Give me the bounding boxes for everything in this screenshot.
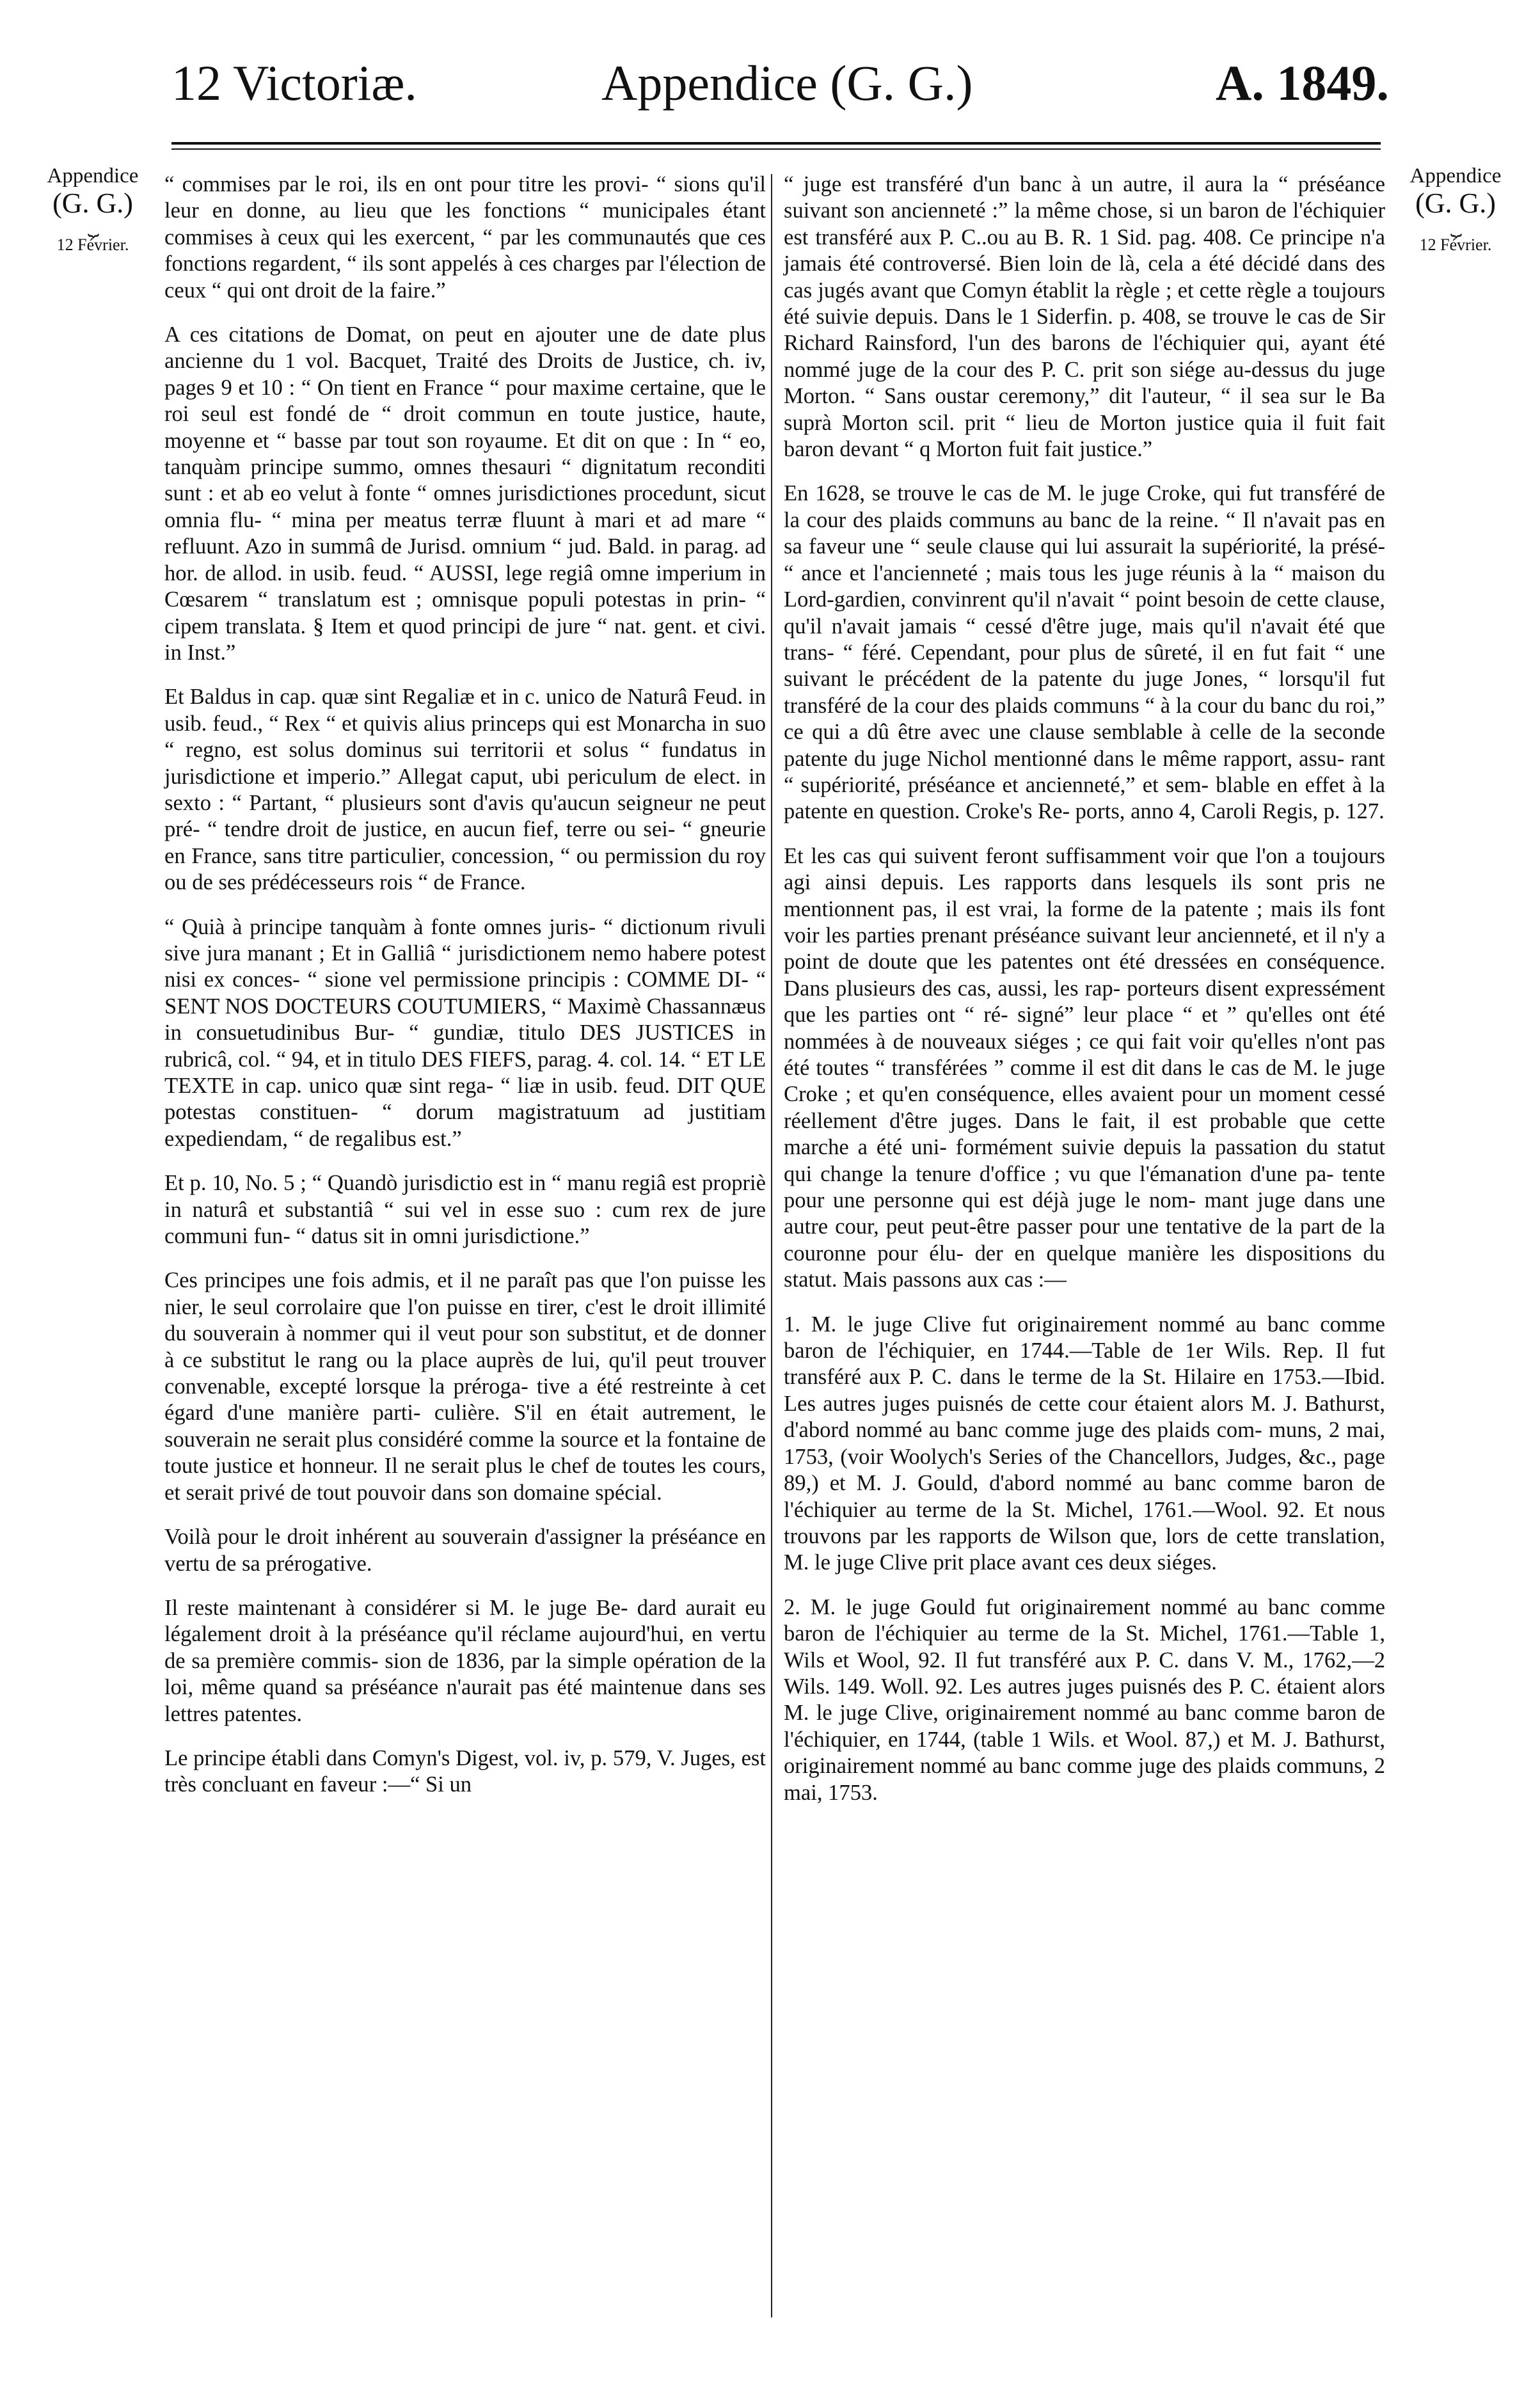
- margin-appendix-code: (G. G.): [52, 187, 133, 219]
- header-appendix-title: Appendice (G. G.): [601, 55, 973, 111]
- column-divider: [771, 174, 772, 2317]
- paragraph: “ juge est transféré d'un banc à un autre, il aura la “ préséance suivant son ancienneté :” la même chose, si un baron de l'échiquier est transféré aux P. C..ou au B. R. 1 Sid. pag. 408. Ce principe n'a jamais été controversé. Bien loin de là, cela a été décidé dans des cas jugés avant que Comyn établit la règle ; et cette règle a toujours été suivie depuis. Dans le 1 Siderfin. p. 408, se trouve le cas de Sir Richard Rainsford, l'un des barons de l'échiquier qui, ayant été nommé juge de la cour des P. C. prit son siége au-dessus du juge Morton. “ Sans oustar ceremony,” dit l'auteur, “ il sea sur le Ba suprà Morton scil. prit “ lieu de Morton justice quia il fuit fait baron devant “ q Morton fuit fait justice.”: [784, 172, 1385, 462]
- margin-appendix-code: (G. G.): [1415, 187, 1496, 219]
- right-margin-note: [1388, 164, 1523, 256]
- header-rule-thick: [171, 142, 1381, 145]
- paragraph: Le principe établi dans Comyn's Digest, vol. iv, p. 579, V. Juges, est très concluant en faveur :—“ Si un: [164, 1745, 766, 1797]
- paragraph: Voilà pour le droit inhérent au souverain d'assigner la préséance en vertu de sa prérogative.: [164, 1525, 766, 1576]
- paragraph: Ces principes une fois admis, et il ne paraît pas que l'on puisse les nier, le seul corrolaire que l'on puisse en tirer, c'est le droit illimité du souverain à nommer qui il veut pour son substitut, et de donner à ce substitut le rang ou la place auprès de lui, qu'il peut trouver convenable, excepté lorsque la préroga- tive a été restreinte à cet égard d'une manière parti- culière. S'il en était autrement, le souverain ne serait plus considéré comme la source et la fontaine de toute justice et honneur. Il ne serait plus le chef de toutes les cours, et serait privé de tout pouvoir dans son domaine spécial.: [164, 1268, 766, 1505]
- paragraph: Et Baldus in cap. quæ sint Regaliæ et in c. unico de Naturâ Feud. in usib. feud., “ Rex “ et quivis alius princeps qui est Monarcha in suo “ regno, est solus dominus sui territorii et solus “ fundatus in jurisdictione et imperio.” Allegat caput, ubi periculum de elect. in sexto : “ Partant, “ plusieurs sont d'avis qu'aucun seigneur ne peut pré- “ tendre droit de justice, en aucun fief, terre ou sei- “ gneurie en France, sans titre particulier, concession, “ ou permission du roy ou de ses prédécesseurs rois “ de France.: [164, 685, 766, 895]
- paragraph: 2. M. le juge Gould fut originairement nommé au banc comme baron de l'échiquier au terme de la St. Michel, 1761.—Table 1, Wils et Wool, 92. Il fut transféré aux P. C. dans V. M., 1762,—2 Wils. 149. Woll. 92. Les autres juges puisnés des P. C. étaient alors M. le juge Clive, originairement nommé au banc comme baron de l'échiquier, en 1744, (table 1 Wils. et Wool. 87,) et M. J. Bathurst, originairement nommé au banc comme juge des plaids communs, 2 mai, 1753.: [784, 1594, 1385, 1805]
- paragraph: “ commises par le roi, ils en ont pour titre les provi- “ sions qu'il leur en donne, au lieu que les fonctions “ municipales étant commises à ceux qui les exercent, “ par les communautés que ces fonctions regardent, “ ils sont appelés à ces charges par l'élection de ceux “ qui ont droit de la faire.”: [164, 172, 766, 303]
- left-text-column: [164, 171, 766, 1816]
- page-header: [0, 51, 1540, 122]
- margin-date: 12 Février.: [56, 235, 129, 254]
- left-margin-note: [26, 164, 160, 256]
- paragraph: “ Quià à principe tanquàm à fonte omnes juris- “ dictionum rivuli sive jura manant ; Et in Galliâ “ jurisdictionem nemo habere potest nisi ex conces- “ sione vel permissione principis : COMME DI- “ SENT NOS DOCTEURS COUTUMIERS, “ Maximè Chassannæus in consuetudinibus Bur- “ gundiæ, titulo DES JUSTICES in rubricâ, col. “ 94, et in titulo DES FIEFS, parag. 4. col. 14. “ ET LE TEXTE in cap. unico quæ sint rega- “ liæ in usib. feud. DIT QUE potestas constituen- “ dorum magistratuum ad justitiam expediendam, “ de regalibus est.”: [164, 914, 766, 1151]
- paragraph: En 1628, se trouve le cas de M. le juge Croke, qui fut transféré de la cour des plaids communs au banc de la reine. “ Il n'avait pas en sa faveur une “ seule clause qui lui assurait la supériorité, la présé- “ ance et l'ancienneté ; mais tous les juge réunis à la “ maison du Lord-gardien, convinrent qu'il n'avait “ point besoin de cette clause, qu'il n'avait jamais “ cessé d'être juge, mais qu'il n'avait été que trans- “ féré. Cependant, pour plus de sûreté, il en fut fait “ une suivant le précédent de la patente du juge Jones, “ lorsqu'il fut transféré de la cour des plaids communs “ à la cour du banc du roi,” ce qui a dû être avec une clause semblable à celle de la seconde patente du juge Nichol mentionné dans le même rapport, assu- rant “ supériorité, préséance et ancienneté,” et sem- blable en effet à la patente en question. Croke's Re- ports, anno 4, Caroli Regis, p. 127.: [784, 481, 1385, 824]
- header-year: A. 1849.: [1216, 55, 1389, 111]
- header-regnal-year: 12 Victoriæ.: [171, 55, 417, 111]
- right-text-column: [784, 171, 1385, 1824]
- margin-brace-icon: ⏟: [88, 216, 98, 237]
- paragraph: Et p. 10, No. 5 ; “ Quandò jurisdictio est in “ manu regiâ est propriè in naturâ et substantiâ “ sui vel in esse suo : cum rex de jure communi fun- “ datus sit in omni jurisdictione.”: [164, 1171, 766, 1249]
- paragraph: Il reste maintenant à considérer si M. le juge Be- dard aurait eu légalement droit à la préséance qu'il réclame aujourd'hui, en vertu de sa première commis- sion de 1836, par la simple opération de la loi, même quand sa préséance n'aurait pas été maintenue dans ses lettres patentes.: [164, 1595, 766, 1726]
- paragraph: 1. M. le juge Clive fut originairement nommé au banc comme baron de l'échiquier, en 1744.—Table de 1er Wils. Rep. Il fut transféré aux P. C. dans le terme de la St. Hilaire en 1753.—Ibid. Les autres juges puisnés de cette cour étaient alors M. J. Bathurst, d'abord nommé au banc comme juge des plaids com- muns, 2 mai, 1753, (voir Woolych's Series of the Chancellors, Judges, &c., page 89,) et M. J. Gould, d'abord nommé au banc comme baron de l'échiquier au terme de la St. Michel, 1761.—Wool. 92. Et nous trouvons par les rapports de Wilson que, lors de cette translation, M. le juge Clive prit place avant ces deux siéges.: [784, 1312, 1385, 1575]
- margin-appendix-label: Appendice: [47, 164, 139, 187]
- margin-brace-icon: ⏟: [1450, 216, 1461, 237]
- paragraph: A ces citations de Domat, on peut en ajouter une de date plus ancienne du 1 vol. Bacquet, Traité des Droits de Justice, ch. iv, pages 9 et 10 : “ On tient en France “ pour maxime certaine, que le roi seul est fondé de “ droit commun en toute justice, haute, moyenne et “ basse par tout son royaume. Et dit on que : In “ eo, tanquàm principe summo, omnes thesauri “ dignitatum reconditi sunt : et ab eo velut à fonte “ omnes jurisdictiones procedunt, sicut omnia flu- “ mina per meatus terræ fluunt à mari et ad mare “ refluunt. Azo in summâ de Jurisd. omnium “ jud. Bald. in parag. ad hor. de allod. in usib. feud. “ AUSSI, lege regiâ omne imperium in Cœsarem “ translatum est ; omnisque populi potestas in prin- “ cipem translata. § Item et quod principi de jure “ nat. gent. et civi. in Inst.”: [164, 322, 766, 665]
- margin-appendix-label: Appendice: [1409, 164, 1502, 187]
- header-rule-thin: [171, 148, 1381, 150]
- margin-date: 12 Février.: [1419, 235, 1492, 254]
- paragraph: Et les cas qui suivent feront suffisamment voir que l'on a toujours agi ainsi depuis. Les rapports dans lesquels ils sont pris ne mentionnent pas, il est vrai, la forme de la patente ; mais ils font voir les parties prenant préséance suivant leur ancienneté, et il n'y a point de doute que les patentes ont été dressées en conséquence. Dans plusieurs des cas, aussi, les rap- porteurs disent expressément que les parties ont “ ré- signé” leur place “ et ” qu'elles ont été nommées à de nouveaux siéges ; ce qui fait voir qu'elles n'ont pas été toutes “ transférées ” comme il est dit dans le cas de M. le juge Croke ; et qu'en conséquence, elles avaient pour un moment cessé réellement d'être juges. Dans le fait, il est probable que cette marche a été uni- formément suivie depuis la passation du statut qui change la tenure d'office ; vu que l'émanation d'une pa- tente pour une personne qui est déjà juge le nom- mant juge dans une autre cour, peut peut-être passer pour une tentative de la part de la couronne pour élu- der en quelque manière les dispositions du statut. Mais passons aux cas :—: [784, 843, 1385, 1292]
